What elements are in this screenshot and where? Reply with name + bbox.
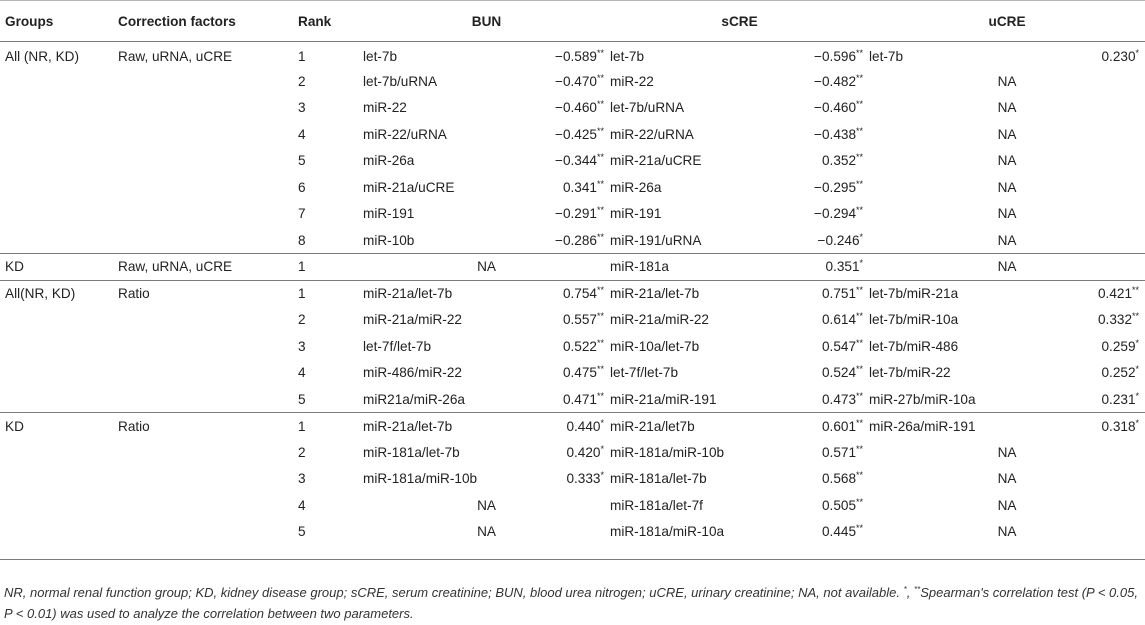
- scre-correlation-value: 0.351: [825, 259, 860, 275]
- footnote-separator: ,: [906, 585, 914, 600]
- table-row: [0, 280, 1145, 307]
- table-row: [0, 307, 1145, 334]
- bun-correlation-value: 0.333: [566, 471, 601, 487]
- ucre-na-cell: NA: [997, 206, 1017, 222]
- scre-significance-marker: **: [856, 47, 864, 58]
- correction-cell: [118, 148, 298, 175]
- scre-value-cell: [760, 386, 869, 413]
- bun-correlation-value: 0.341: [562, 179, 597, 195]
- bun-significance-marker: *: [600, 470, 605, 481]
- scre-value-cell: [760, 174, 869, 201]
- bun-value-cell: [511, 148, 610, 175]
- correction-cell: [118, 333, 298, 360]
- bun-value-cell: [511, 121, 610, 148]
- rank-cell: 8: [298, 232, 306, 248]
- scre-significance-marker: **: [856, 337, 864, 348]
- bun-significance-marker: **: [597, 364, 605, 375]
- bun-significance-marker: **: [597, 47, 605, 58]
- ucre-significance-marker: *: [1135, 47, 1140, 58]
- ucre-value-cell: [1030, 333, 1145, 360]
- rank-cell: 4: [298, 497, 306, 513]
- bun-value-cell: [511, 413, 610, 440]
- table-row: [0, 121, 1145, 148]
- ucre-correlation-value: 0.259: [1101, 338, 1136, 354]
- correction-cell: [118, 68, 298, 95]
- scre-value-cell: [760, 121, 869, 148]
- table-row: [0, 95, 1145, 122]
- header-row: [0, 1, 1145, 42]
- correction-cell: [118, 492, 298, 519]
- group-cell: [0, 519, 118, 546]
- ucre-value-cell: [1030, 386, 1145, 413]
- ucre-mirna-cell: let-7b/miR-21a: [869, 280, 1030, 307]
- scre-significance-marker: **: [856, 72, 864, 83]
- scre-value-cell: [760, 68, 869, 95]
- bun-mirna-cell: miR-22/uRNA: [363, 126, 447, 142]
- group-cell: [0, 174, 118, 201]
- scre-value-cell: [760, 227, 869, 254]
- rank-cell: 1: [298, 254, 363, 281]
- bun-value-cell: [511, 360, 610, 387]
- ucre-significance-marker: *: [1135, 417, 1140, 428]
- bun-mirna-cell: miR-21a/miR-22: [363, 312, 462, 328]
- scre-correlation-value: 0.601: [821, 418, 857, 434]
- correction-cell: Raw, uRNA, uCRE: [118, 254, 298, 281]
- scre-value-cell: [760, 519, 869, 546]
- scre-value-cell: [760, 439, 869, 466]
- bun-mirna-cell: miR-486/miR-22: [363, 365, 462, 381]
- rank-cell: 1: [298, 48, 306, 64]
- ucre-value-cell: [1030, 42, 1145, 69]
- scre-correlation-value: 0.473: [821, 391, 857, 407]
- ucre-na-cell: NA: [997, 497, 1017, 513]
- ucre-mirna-cell: let-7b/miR-22: [869, 365, 951, 381]
- scre-value-cell: [760, 42, 869, 69]
- scre-correlation-value: −0.460: [814, 100, 857, 116]
- bun-mirna-cell: miR21a/miR-26a: [363, 391, 465, 407]
- rank-cell: 5: [298, 524, 306, 540]
- bun-correlation-value: 0.754: [562, 286, 597, 301]
- bun-mirna-cell: miR-181a/miR-10b: [363, 471, 478, 487]
- scre-significance-marker: **: [856, 205, 864, 216]
- bun-mirna-cell: miR-26a: [363, 153, 415, 169]
- scre-significance-marker: **: [856, 285, 864, 295]
- bun-correlation-value: 0.475: [562, 365, 597, 381]
- header-scre: sCRE: [610, 1, 869, 42]
- scre-significance-marker: **: [856, 311, 864, 322]
- scre-value-cell: [760, 148, 869, 175]
- table-bottom-rule: [0, 545, 1145, 560]
- scre-mirna-cell: miR-181a: [610, 254, 760, 281]
- scre-significance-marker: **: [856, 417, 864, 428]
- group-cell: [0, 360, 118, 387]
- table-row: [0, 466, 1145, 493]
- scre-significance-marker: **: [856, 125, 864, 136]
- ucre-na-cell: NA: [997, 179, 1017, 195]
- ucre-na-cell: NA: [997, 73, 1017, 89]
- correction-cell: [118, 174, 298, 201]
- scre-mirna-cell: miR-181a/let-7b: [610, 471, 707, 487]
- scre-mirna-cell: miR-22/uRNA: [610, 126, 694, 142]
- correction-cell: [118, 121, 298, 148]
- group-cell: [0, 492, 118, 519]
- group-cell: [0, 333, 118, 360]
- scre-correlation-value: 0.547: [821, 338, 857, 354]
- table-row: [0, 148, 1145, 175]
- bun-na-cell: NA: [477, 497, 496, 513]
- scre-mirna-cell: miR-181a/miR-10b: [610, 444, 725, 460]
- table-row: [0, 68, 1145, 95]
- scre-correlation-value: 0.524: [821, 365, 857, 381]
- ucre-correlation-value: 0.421: [1098, 286, 1133, 301]
- scre-correlation-value: 0.751: [821, 286, 857, 301]
- group-cell: [0, 466, 118, 493]
- scre-correlation-value: −0.294: [814, 206, 857, 222]
- scre-mirna-cell: miR-21a/uCRE: [610, 153, 702, 169]
- scre-significance-marker: **: [856, 178, 864, 189]
- header-correction-factors: Correction factors: [118, 1, 298, 42]
- ucre-significance-marker: *: [1135, 390, 1140, 401]
- ucre-significance-marker: *: [1135, 364, 1140, 375]
- correction-cell: Ratio: [118, 413, 298, 440]
- scre-significance-marker: **: [856, 523, 864, 534]
- table-row: [0, 227, 1145, 254]
- scre-significance-marker: **: [856, 443, 864, 454]
- header-groups: Groups: [0, 1, 118, 42]
- footnote-sig2-marker: **: [913, 585, 921, 594]
- group-cell: [0, 95, 118, 122]
- bun-significance-marker: *: [600, 443, 605, 454]
- bun-value-cell: [511, 68, 610, 95]
- ucre-mirna-cell: let-7b/miR-486: [869, 338, 959, 354]
- scre-mirna-cell: miR-191: [610, 206, 662, 222]
- correction-cell: [118, 519, 298, 546]
- bun-correlation-value: 0.557: [562, 312, 597, 328]
- scre-correlation-value: −0.295: [814, 179, 857, 195]
- ucre-significance-marker: **: [1132, 285, 1140, 295]
- group-cell: [0, 148, 118, 175]
- ucre-na-cell: NA: [997, 100, 1017, 116]
- scre-mirna-cell: miR-181a/let-7f: [610, 497, 703, 513]
- bun-correlation-value: 0.420: [566, 444, 601, 460]
- bun-significance-marker: *: [600, 417, 605, 428]
- scre-significance-marker: *: [859, 258, 864, 269]
- group-cell: All (NR, KD): [5, 48, 80, 64]
- bun-mirna-cell: miR-191: [363, 206, 415, 222]
- scre-value-cell: [760, 333, 869, 360]
- scre-correlation-value: 0.568: [821, 471, 857, 487]
- ucre-value-cell: [1030, 280, 1145, 307]
- group-cell: [0, 307, 118, 334]
- scre-mirna-cell: let-7b/uRNA: [610, 100, 685, 116]
- table-row: [0, 333, 1145, 360]
- bun-value-cell: [511, 227, 610, 254]
- bun-significance-marker: **: [597, 125, 605, 136]
- bun-correlation-value: −0.344: [555, 153, 597, 169]
- bun-mirna-cell: miR-21a/let-7b: [363, 413, 511, 440]
- rank-cell: 3: [298, 338, 306, 354]
- ucre-na-cell: NA: [997, 471, 1017, 487]
- bun-significance-marker: **: [597, 178, 605, 189]
- ucre-correlation-value: 0.252: [1101, 365, 1136, 381]
- bun-significance-marker: **: [597, 311, 605, 322]
- table-row: [0, 254, 1145, 281]
- ucre-na-cell: NA: [997, 232, 1017, 248]
- scre-correlation-value: 0.614: [821, 312, 857, 328]
- rank-cell: 1: [298, 280, 363, 307]
- correction-cell: [118, 360, 298, 387]
- scre-mirna-cell: miR-21a/miR-191: [610, 391, 717, 407]
- table-footnote: [4, 582, 1142, 624]
- table-row: [0, 413, 1145, 440]
- bun-value-cell: [511, 439, 610, 466]
- footnote-spearman: Spearman's correlation: [920, 585, 1054, 600]
- correction-cell: [118, 307, 298, 334]
- table-row: [0, 360, 1145, 387]
- footnote-text: NR, normal renal function group; KD, kidney disease group; sCRE, serum creatinine; BUN, blood urea nitrogen; uCRE, urinary creatinine; NA, not available.: [4, 585, 900, 600]
- scre-mirna-cell: miR-21a/let7b: [610, 413, 760, 440]
- scre-significance-marker: **: [856, 390, 864, 401]
- scre-value-cell: [760, 201, 869, 228]
- bun-value-cell: [511, 42, 610, 69]
- scre-mirna-cell: let-7b: [610, 48, 645, 64]
- group-cell: [0, 439, 118, 466]
- group-cell: [0, 227, 118, 254]
- rank-cell: 3: [298, 471, 306, 487]
- ucre-correlation-value: 0.231: [1101, 391, 1136, 407]
- scre-significance-marker: **: [856, 152, 864, 163]
- bun-mirna-cell: miR-22: [363, 100, 407, 116]
- scre-correlation-value: −0.482: [814, 73, 857, 89]
- ucre-mirna-cell: miR-26a/miR-191: [869, 413, 1030, 440]
- bun-correlation-value: 0.522: [562, 338, 597, 354]
- scre-mirna-cell: miR-10a/let-7b: [610, 338, 700, 354]
- ucre-mirna-cell: miR-27b/miR-10a: [869, 391, 976, 407]
- ucre-na-cell: NA: [869, 254, 1145, 281]
- footnote-sig1-marker: *: [903, 585, 907, 594]
- ucre-value-cell: [1030, 413, 1145, 440]
- bun-correlation-value: −0.460: [555, 100, 597, 116]
- table-row: [0, 386, 1145, 413]
- bun-value-cell: [511, 333, 610, 360]
- bun-mirna-cell: miR-181a/let-7b: [363, 444, 460, 460]
- bun-correlation-value: −0.470: [555, 73, 597, 89]
- table-row: [0, 201, 1145, 228]
- rank-cell: 5: [298, 391, 306, 407]
- scre-value-cell: [760, 413, 869, 440]
- scre-mirna-cell: miR-26a: [610, 179, 662, 195]
- bun-significance-marker: **: [597, 99, 605, 110]
- scre-significance-marker: *: [859, 231, 864, 242]
- bun-significance-marker: **: [597, 390, 605, 401]
- bun-mirna-cell: let-7b: [363, 48, 398, 64]
- rank-cell: 5: [298, 153, 306, 169]
- ucre-correlation-value: 0.332: [1098, 312, 1133, 328]
- scre-significance-marker: **: [856, 364, 864, 375]
- bun-correlation-value: −0.589: [555, 48, 597, 64]
- bun-na-cell: NA: [363, 254, 610, 281]
- rank-cell: 6: [298, 179, 306, 195]
- correction-cell: [118, 227, 298, 254]
- bun-value-cell: [511, 95, 610, 122]
- rank-cell: 4: [298, 365, 306, 381]
- group-cell: [0, 121, 118, 148]
- footnote-test: test (P < 0.05, P < 0.01) was used to analyze the correlation between two parameters.: [4, 585, 1138, 621]
- ucre-value-cell: [1030, 360, 1145, 387]
- ucre-correlation-value: 0.230: [1101, 48, 1136, 64]
- scre-value-cell: [760, 307, 869, 334]
- scre-correlation-value: −0.438: [814, 126, 857, 142]
- scre-correlation-value: −0.246: [817, 232, 860, 248]
- bun-correlation-value: 0.440: [566, 418, 601, 434]
- bun-value-cell: [511, 280, 610, 307]
- bun-significance-marker: **: [597, 231, 605, 242]
- rank-cell: 7: [298, 206, 306, 222]
- scre-value-cell: [760, 254, 869, 281]
- bun-mirna-cell: miR-21a/uCRE: [363, 179, 455, 195]
- scre-mirna-cell: miR-22: [610, 73, 654, 89]
- bun-significance-marker: **: [597, 152, 605, 163]
- ucre-na-cell: NA: [997, 126, 1017, 142]
- scre-value-cell: [760, 466, 869, 493]
- bun-mirna-cell: let-7b/uRNA: [363, 73, 438, 89]
- bun-value-cell: [511, 174, 610, 201]
- bun-value-cell: [511, 386, 610, 413]
- correction-cell: [118, 439, 298, 466]
- bun-significance-marker: **: [597, 205, 605, 216]
- ucre-mirna-cell: let-7b: [869, 48, 904, 64]
- ucre-significance-marker: **: [1132, 311, 1140, 322]
- table-row: [0, 42, 1145, 69]
- ucre-na-cell: NA: [997, 524, 1017, 540]
- correction-cell: Raw, uRNA, uCRE: [118, 48, 233, 64]
- group-cell: All(NR, KD): [0, 280, 118, 307]
- table-body: [0, 42, 1145, 546]
- scre-value-cell: [760, 280, 869, 307]
- scre-significance-marker: **: [856, 496, 864, 507]
- table-row: [0, 519, 1145, 546]
- ucre-value-cell: [1030, 307, 1145, 334]
- bun-mirna-cell: let-7f/let-7b: [363, 338, 432, 354]
- correction-cell: [118, 201, 298, 228]
- scre-significance-marker: **: [856, 99, 864, 110]
- bun-value-cell: [511, 201, 610, 228]
- bun-correlation-value: −0.425: [555, 126, 597, 142]
- rank-cell: 2: [298, 73, 306, 89]
- bun-mirna-cell: miR-10b: [363, 232, 415, 248]
- group-cell: [0, 68, 118, 95]
- header-bun: BUN: [363, 1, 610, 42]
- bun-na-cell: NA: [477, 524, 496, 540]
- correction-cell: Ratio: [118, 280, 298, 307]
- ucre-correlation-value: 0.318: [1101, 418, 1136, 434]
- table-row: [0, 174, 1145, 201]
- header-ucre: uCRE: [869, 1, 1145, 42]
- bun-correlation-value: 0.471: [562, 391, 597, 407]
- bun-correlation-value: −0.286: [555, 232, 597, 248]
- ucre-significance-marker: *: [1135, 337, 1140, 348]
- scre-correlation-value: −0.596: [814, 48, 857, 64]
- scre-mirna-cell: miR-21a/let-7b: [610, 280, 760, 307]
- bun-value-cell: [511, 466, 610, 493]
- group-cell: KD: [0, 413, 118, 440]
- scre-correlation-value: 0.571: [821, 444, 857, 460]
- group-cell: KD: [0, 254, 118, 281]
- bun-correlation-value: −0.291: [555, 206, 597, 222]
- ucre-na-cell: NA: [997, 153, 1017, 169]
- rank-cell: 2: [298, 312, 306, 328]
- correction-cell: [118, 95, 298, 122]
- scre-mirna-cell: miR-21a/miR-22: [610, 312, 709, 328]
- scre-correlation-value: 0.352: [821, 153, 857, 169]
- correction-cell: [118, 386, 298, 413]
- rank-cell: 1: [298, 413, 363, 440]
- scre-mirna-cell: miR-191/uRNA: [610, 232, 702, 248]
- scre-mirna-cell: miR-181a/miR-10a: [610, 524, 725, 540]
- bun-value-cell: [511, 307, 610, 334]
- correction-cell: [118, 466, 298, 493]
- bun-significance-marker: **: [597, 72, 605, 83]
- group-cell: [0, 386, 118, 413]
- rank-cell: 3: [298, 100, 306, 116]
- scre-mirna-cell: let-7f/let-7b: [610, 365, 679, 381]
- table-row: [0, 439, 1145, 466]
- scre-correlation-value: 0.445: [821, 524, 857, 540]
- header-rank: Rank: [298, 1, 363, 42]
- rank-cell: 2: [298, 444, 306, 460]
- scre-value-cell: [760, 95, 869, 122]
- bun-significance-marker: **: [597, 285, 605, 295]
- rank-cell: 4: [298, 126, 306, 142]
- ucre-mirna-cell: let-7b/miR-10a: [869, 312, 959, 328]
- scre-significance-marker: **: [856, 470, 864, 481]
- table-row: [0, 492, 1145, 519]
- bun-mirna-cell: miR-21a/let-7b: [363, 280, 511, 307]
- scre-correlation-value: 0.505: [821, 497, 857, 513]
- scre-value-cell: [760, 492, 869, 519]
- ucre-na-cell: NA: [997, 444, 1017, 460]
- bun-significance-marker: **: [597, 337, 605, 348]
- scre-value-cell: [760, 360, 869, 387]
- group-cell: [0, 201, 118, 228]
